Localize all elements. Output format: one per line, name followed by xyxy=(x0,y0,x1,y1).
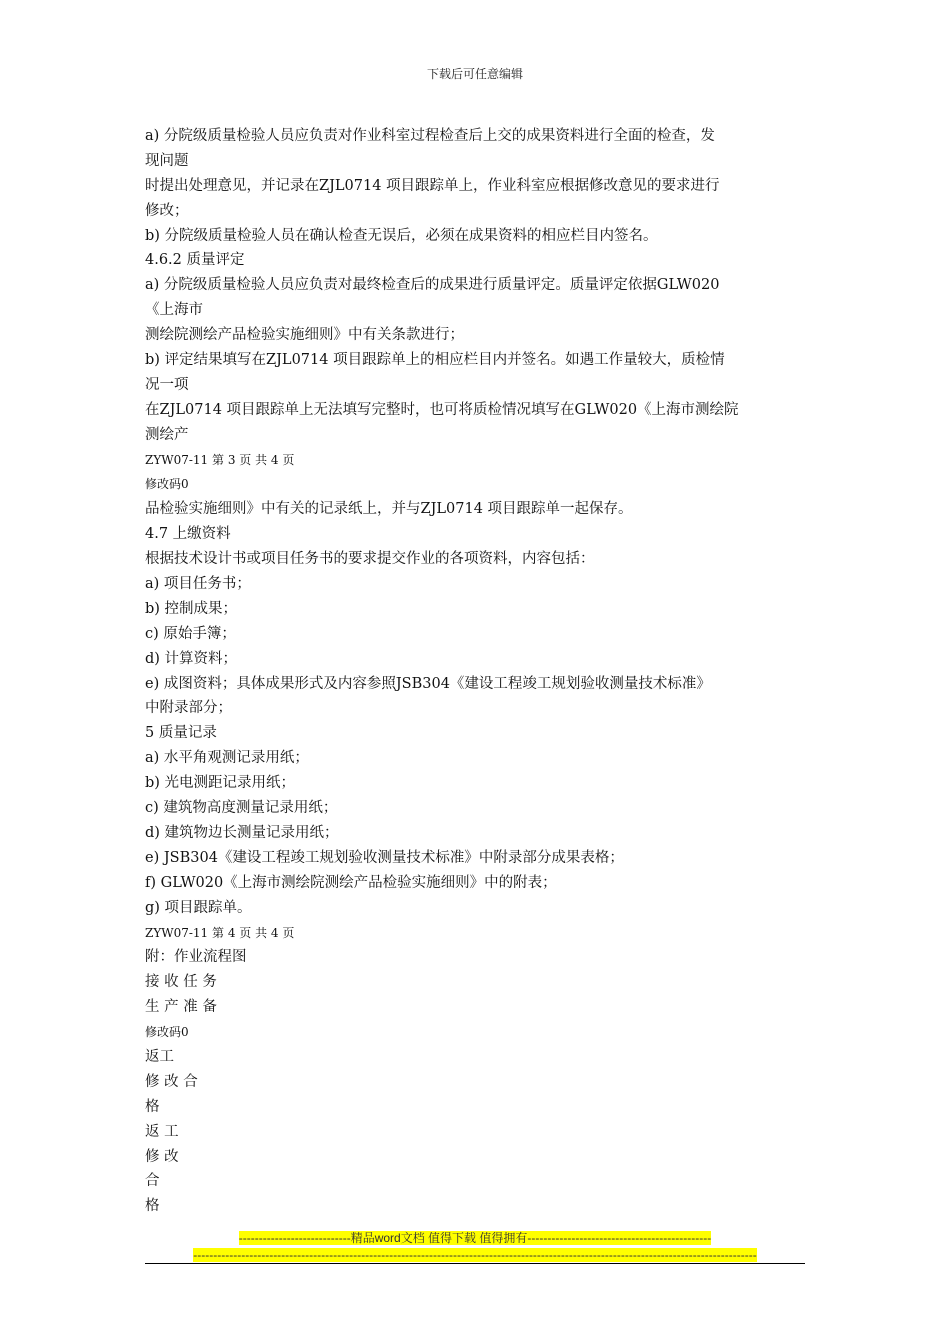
document-text-line: 接 收 任 务 xyxy=(145,974,217,991)
document-text-line: f) GLW020《上海市测绘院测绘产品检验实施细则》中的附表； xyxy=(145,874,557,891)
page-meta-line: ZYW07-11 第 4 页 共 4 页 xyxy=(145,925,295,940)
document-text-line: b) 评定结果填写在ZJL0714 项目跟踪单上的相应栏目内并签名。如遇工作量较大，质检情 xyxy=(145,352,725,369)
document-text-line: 测绘产 xyxy=(145,426,189,443)
document-text-line: 测绘院测绘产品检验实施细则》中有关条款进行； xyxy=(145,327,464,344)
footer-banner-top xyxy=(0,1229,950,1247)
page-meta-line: 修改码0 xyxy=(145,477,189,492)
footer-banner-text-1: ----------------------------精品word文档 值得下载 值得拥有---------------------------------------------- xyxy=(238,1231,712,1245)
footer-divider xyxy=(145,1263,805,1264)
document-text-line: 4.6.2 质量评定 xyxy=(145,252,245,269)
document-text-line: c) 建筑物高度测量记录用纸； xyxy=(145,800,338,817)
document-text-line: 现问题 xyxy=(145,152,189,169)
document-text-line: e) JSB304《建设工程竣工规划验收测量技术标准》中附录部分成果表格； xyxy=(145,849,624,866)
document-text-line: 中附录部分； xyxy=(145,700,232,717)
page-meta-line: 修改码0 xyxy=(145,1025,189,1040)
document-text-line: a) 项目任务书； xyxy=(145,576,251,593)
document-text-line: d) 建筑物边长测量记录用纸； xyxy=(145,824,339,841)
page-header xyxy=(0,66,950,82)
document-text-line: a) 水平角观测记录用纸； xyxy=(145,750,309,767)
document-text-line: 修改； xyxy=(145,202,189,219)
document-text-line: b) 光电测距记录用纸； xyxy=(145,775,296,792)
document-text-line: g) 项目跟踪单。 xyxy=(145,899,252,916)
document-text-line: b) 分院级质量检验人员在确认检查无误后，必须在成果资料的相应栏目内签名。 xyxy=(145,227,658,244)
document-text-line: 时提出处理意见，并记录在ZJL0714 项目跟踪单上，作业科室应根据修改意见的要求进行 xyxy=(145,177,720,194)
document-text-line: a) 分院级质量检验人员应负责对最终检查后的成果进行质量评定。质量评定依据GLW020 xyxy=(145,277,720,294)
footer-banner-bottom xyxy=(0,1246,950,1264)
document-text-line: 根据技术设计书或项目任务书的要求提交作业的各项资料，内容包括： xyxy=(145,551,595,568)
footer-banner-text-2: --------------------------------------------------------------------------------------------------------------------------------------------- xyxy=(193,1248,757,1262)
document-text-line: 修 改 合 xyxy=(145,1073,198,1090)
document-text-line: 品检验实施细则》中有关的记录纸上，并与ZJL0714 项目跟踪单一起保存。 xyxy=(145,501,633,518)
document-text-line: 生 产 准 备 xyxy=(145,999,217,1016)
document-text-line: 返工 xyxy=(145,1048,174,1065)
document-body xyxy=(145,124,810,1219)
header-text: 下载后可任意编辑 xyxy=(426,67,523,81)
document-text-line: a) 分院级质量检验人员应负责对作业科室过程检查后上交的成果资料进行全面的检查，发 xyxy=(145,128,715,144)
document-text-line: 《上海市 xyxy=(145,302,203,319)
document-text-line: d) 计算资料； xyxy=(145,650,238,667)
document-text-line: 5 质量记录 xyxy=(145,725,217,742)
document-text-line: 4.7 上缴资料 xyxy=(145,526,231,543)
document-text-line: 格 xyxy=(145,1198,160,1215)
document-text-line: 在ZJL0714 项目跟踪单上无法填写完整时，也可将质检情况填写在GLW020《上海市测绘院 xyxy=(145,401,739,418)
document-text-line: 修 改 xyxy=(145,1148,179,1165)
document-text-line: b) 控制成果； xyxy=(145,600,238,617)
document-text-line: 附：作业流程图 xyxy=(145,949,247,966)
document-text-line: e) 成图资料；具体成果形式及内容参照JSB304《建设工程竣工规划验收测量技术标准》 xyxy=(145,675,711,692)
document-text-line: 格 xyxy=(145,1098,160,1115)
document-text-line: c) 原始手簿； xyxy=(145,625,236,642)
document-text-line: 况一项 xyxy=(145,376,189,393)
document-text-line: 返 工 xyxy=(145,1123,179,1140)
page-meta-line: ZYW07-11 第 3 页 共 4 页 xyxy=(145,452,295,467)
document-text-line: 合 xyxy=(145,1173,160,1190)
